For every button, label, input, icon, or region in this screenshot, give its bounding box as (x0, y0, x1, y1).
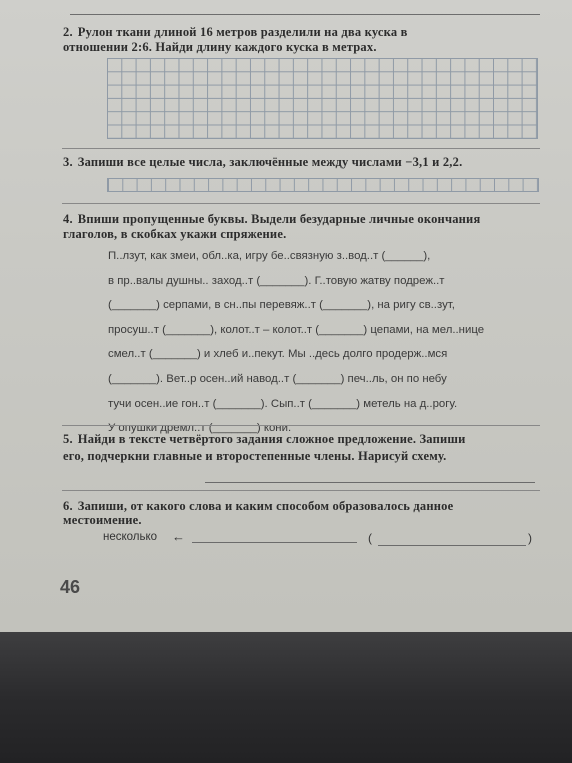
exercise-line[interactable]: (_______) серпами, в сн..пы перевяж..т (_______), на ригу св..зут, (108, 299, 455, 312)
exercise-line[interactable]: П..лзут, как змеи, обл..ка, игру бе..связную з..вод..т (______), (108, 250, 431, 262)
divider (62, 425, 540, 426)
exercise-line[interactable]: У опушки дремл..т (_______) кони. (108, 422, 292, 435)
previous-grid-strip (70, 0, 540, 15)
divider (62, 490, 540, 491)
task-6-text-1: Запиши, от какого слова и каким способом образовалось данное (77, 499, 454, 513)
task-3-number: 3. (63, 155, 73, 169)
task-4-text-1: Впиши пропущенные буквы. Выдели безударные личные окончания (77, 212, 481, 226)
task-6-word: несколько (103, 531, 158, 543)
task-6-line1 (63, 499, 453, 514)
page-number: 46 (60, 577, 81, 597)
exercise-line[interactable]: тучи осен..ие гон..т (_______). Сып..т (_______) метель на д..рогу. (108, 397, 458, 410)
task-6-number: 6. (63, 499, 73, 513)
task-2-number: 2. (63, 25, 73, 39)
task-5-line1 (63, 432, 466, 447)
exercise-line[interactable]: просуш..т (_______), колот..т – колот..т (_______) цепами, на мел..нице (108, 323, 485, 336)
close-paren: ) (528, 531, 532, 545)
divider (62, 203, 540, 204)
task-2-line2: отношении 2:6. Найди длину каждого куска в метрах. (63, 40, 377, 54)
task-2-line1 (63, 25, 408, 40)
task-3-text: Запиши все целые числа, заключённые между числами −3,1 и 2,2. (77, 155, 463, 169)
task-4-number: 4. (63, 212, 73, 226)
task-5-text-1: Найди в тексте четвёртого задания сложное предложение. Запиши (77, 432, 466, 446)
exercise-line[interactable]: смел..т (_______) и хлеб и..пекут. Мы ..десь долго продерж..мся (108, 348, 448, 361)
task-6-line2: местоимение. (63, 513, 142, 527)
task-5-number: 5. (63, 432, 73, 446)
background-surface (0, 632, 572, 763)
left-arrow-icon: ← (172, 529, 185, 544)
answer-line-task-5[interactable] (205, 482, 535, 483)
divider (62, 148, 540, 149)
open-paren: ( (368, 531, 372, 545)
task-5-line2: его, подчеркни главные и второстепенные члены. Нарисуй схему. (63, 449, 447, 463)
task-2-text-1: Рулон ткани длиной 16 метров разделили на два куска в (77, 25, 408, 39)
task-4-exercise-text (108, 244, 538, 441)
answer-grid-task-3[interactable] (107, 178, 539, 192)
answer-line-source-word[interactable] (192, 542, 357, 543)
answer-grid-task-2[interactable] (107, 58, 538, 139)
task-4-line1 (63, 212, 480, 227)
answer-line-method[interactable] (378, 545, 526, 546)
task-4-line2: глаголов, в скобках укажи спряжение. (63, 227, 287, 241)
exercise-line[interactable]: (_______). Вет..р осен..ий навод..т (_______) печ..ль, он по небу (108, 372, 447, 385)
exercise-line[interactable]: в пр..валы душны.. заход..т (_______). Г..товую жатву подреж..т (108, 274, 445, 287)
task-3-line (63, 155, 462, 170)
